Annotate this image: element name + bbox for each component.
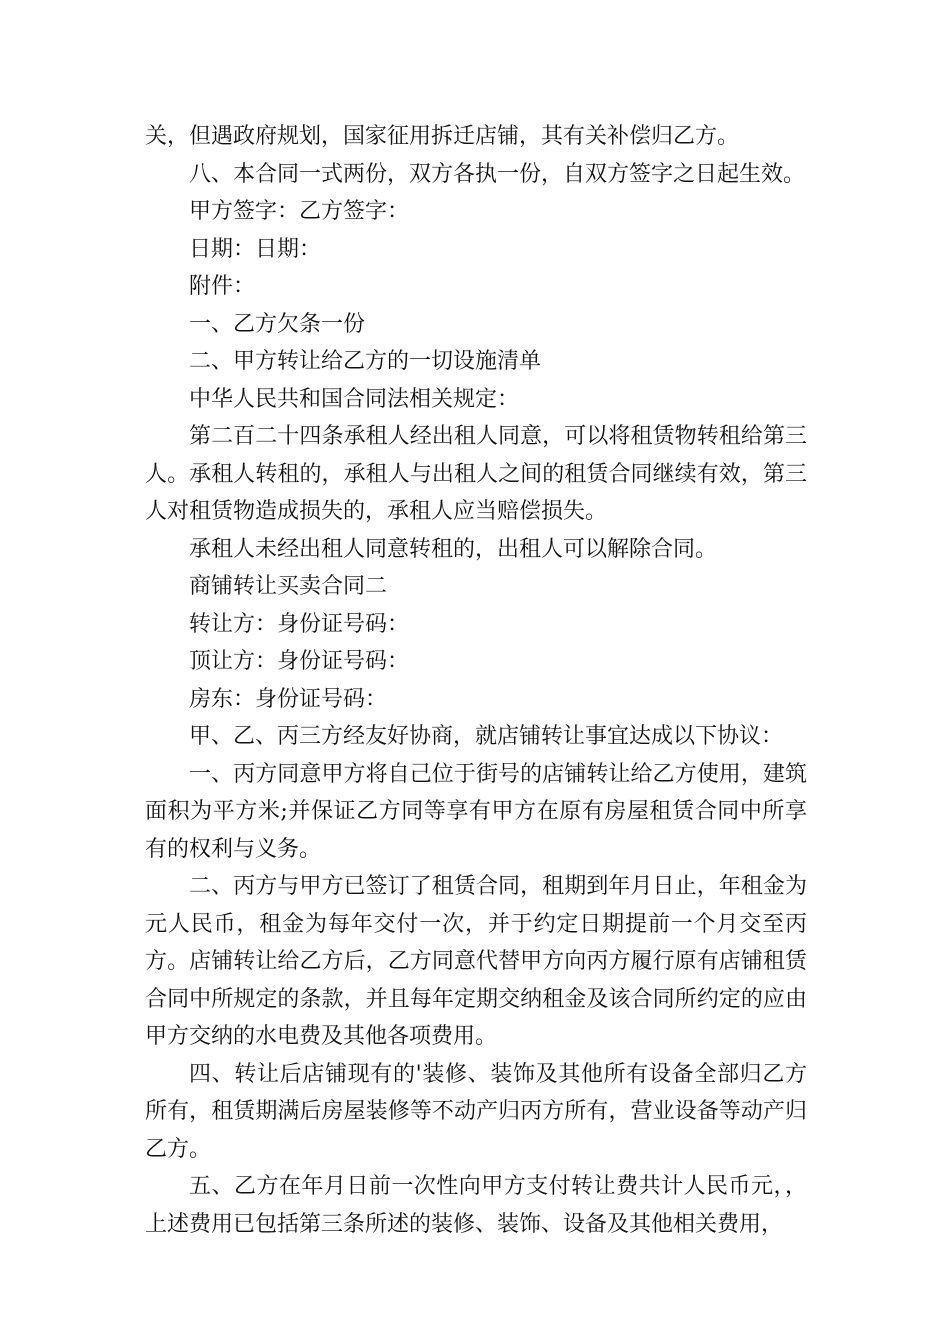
paragraph-clause-one: 一、丙方同意甲方将自己位于街号的店铺转让给乙方使用，建筑面积为平方米;并保证乙方同等享有甲方在原有房屋租赁合同中所享有的权利与义务。 [145, 761, 807, 862]
paragraph-landlord: 房东：身份证号码： [189, 686, 388, 712]
paragraph-signatures: 甲方签字：乙方签字： [189, 199, 410, 224]
paragraph-transferee: 顶让方：身份证号码： [189, 649, 410, 674]
paragraph-article-224: 第二百二十四条承租人经出租人同意，可以将租赁物转租给第三人。承租人转租的，承租人与出租人之间的租赁合同继续有效，第三人对租赁物造成损失的，承租人应当赔偿损失。 [145, 424, 807, 524]
paragraph-clause-two: 二、丙方与甲方已签订了租赁合同，租期到年月日止，年租金为元人民币，租金为每年交付一次，并于约定日期提前一个月交至丙方。店铺转让给乙方后，乙方同意代替甲方向丙方履行原有店铺租赁合同中所规定的条款，并且每年定期交纳租金及该合同所约定的应由甲方交纳的水电费及其他各项费用。 [145, 874, 807, 1049]
paragraph-termination: 承租人未经出租人同意转租的，出租人可以解除合同。 [189, 536, 718, 562]
paragraph-agreement-intro: 甲、乙、丙三方经友好协商，就店铺转让事宜达成以下协议： [189, 724, 784, 749]
paragraph-contract-two-title: 商铺转让买卖合同二 [189, 574, 388, 599]
paragraph-attachments-heading: 附件： [189, 274, 256, 299]
paragraph-attachment-two: 二、甲方转让给乙方的一切设施清单 [189, 349, 542, 374]
paragraph-attachment-one: 一、乙方欠条一份 [189, 311, 366, 337]
paragraph-transferor: 转让方：身份证号码： [189, 611, 410, 637]
paragraph-clause-four: 四、转让后店铺现有的'装修、装饰及其他所有设备全部归乙方所有，租赁期满后房屋装修等不动产归丙方所有，营业设备等动产归乙方。 [145, 1061, 807, 1162]
paragraph-dates: 日期：日期： [189, 236, 322, 262]
paragraph-law-heading: 中华人民共和国合同法相关规定： [189, 386, 520, 412]
document-body [145, 118, 807, 1243]
paragraph-clause-five: 五、乙方在年月日前一次性向甲方支付转让费共计人民币元，，上述费用已包括第三条所述的装修、装饰、设备及其他相关费用， [145, 1174, 807, 1237]
paragraph-compensation-clause: 关，但遇政府规划，国家征用拆迁店铺，其有关补偿归乙方。 [145, 124, 740, 149]
paragraph-clause-eight: 八、本合同一式两份，双方各执一份，自双方签字之日起生效。 [189, 161, 806, 187]
